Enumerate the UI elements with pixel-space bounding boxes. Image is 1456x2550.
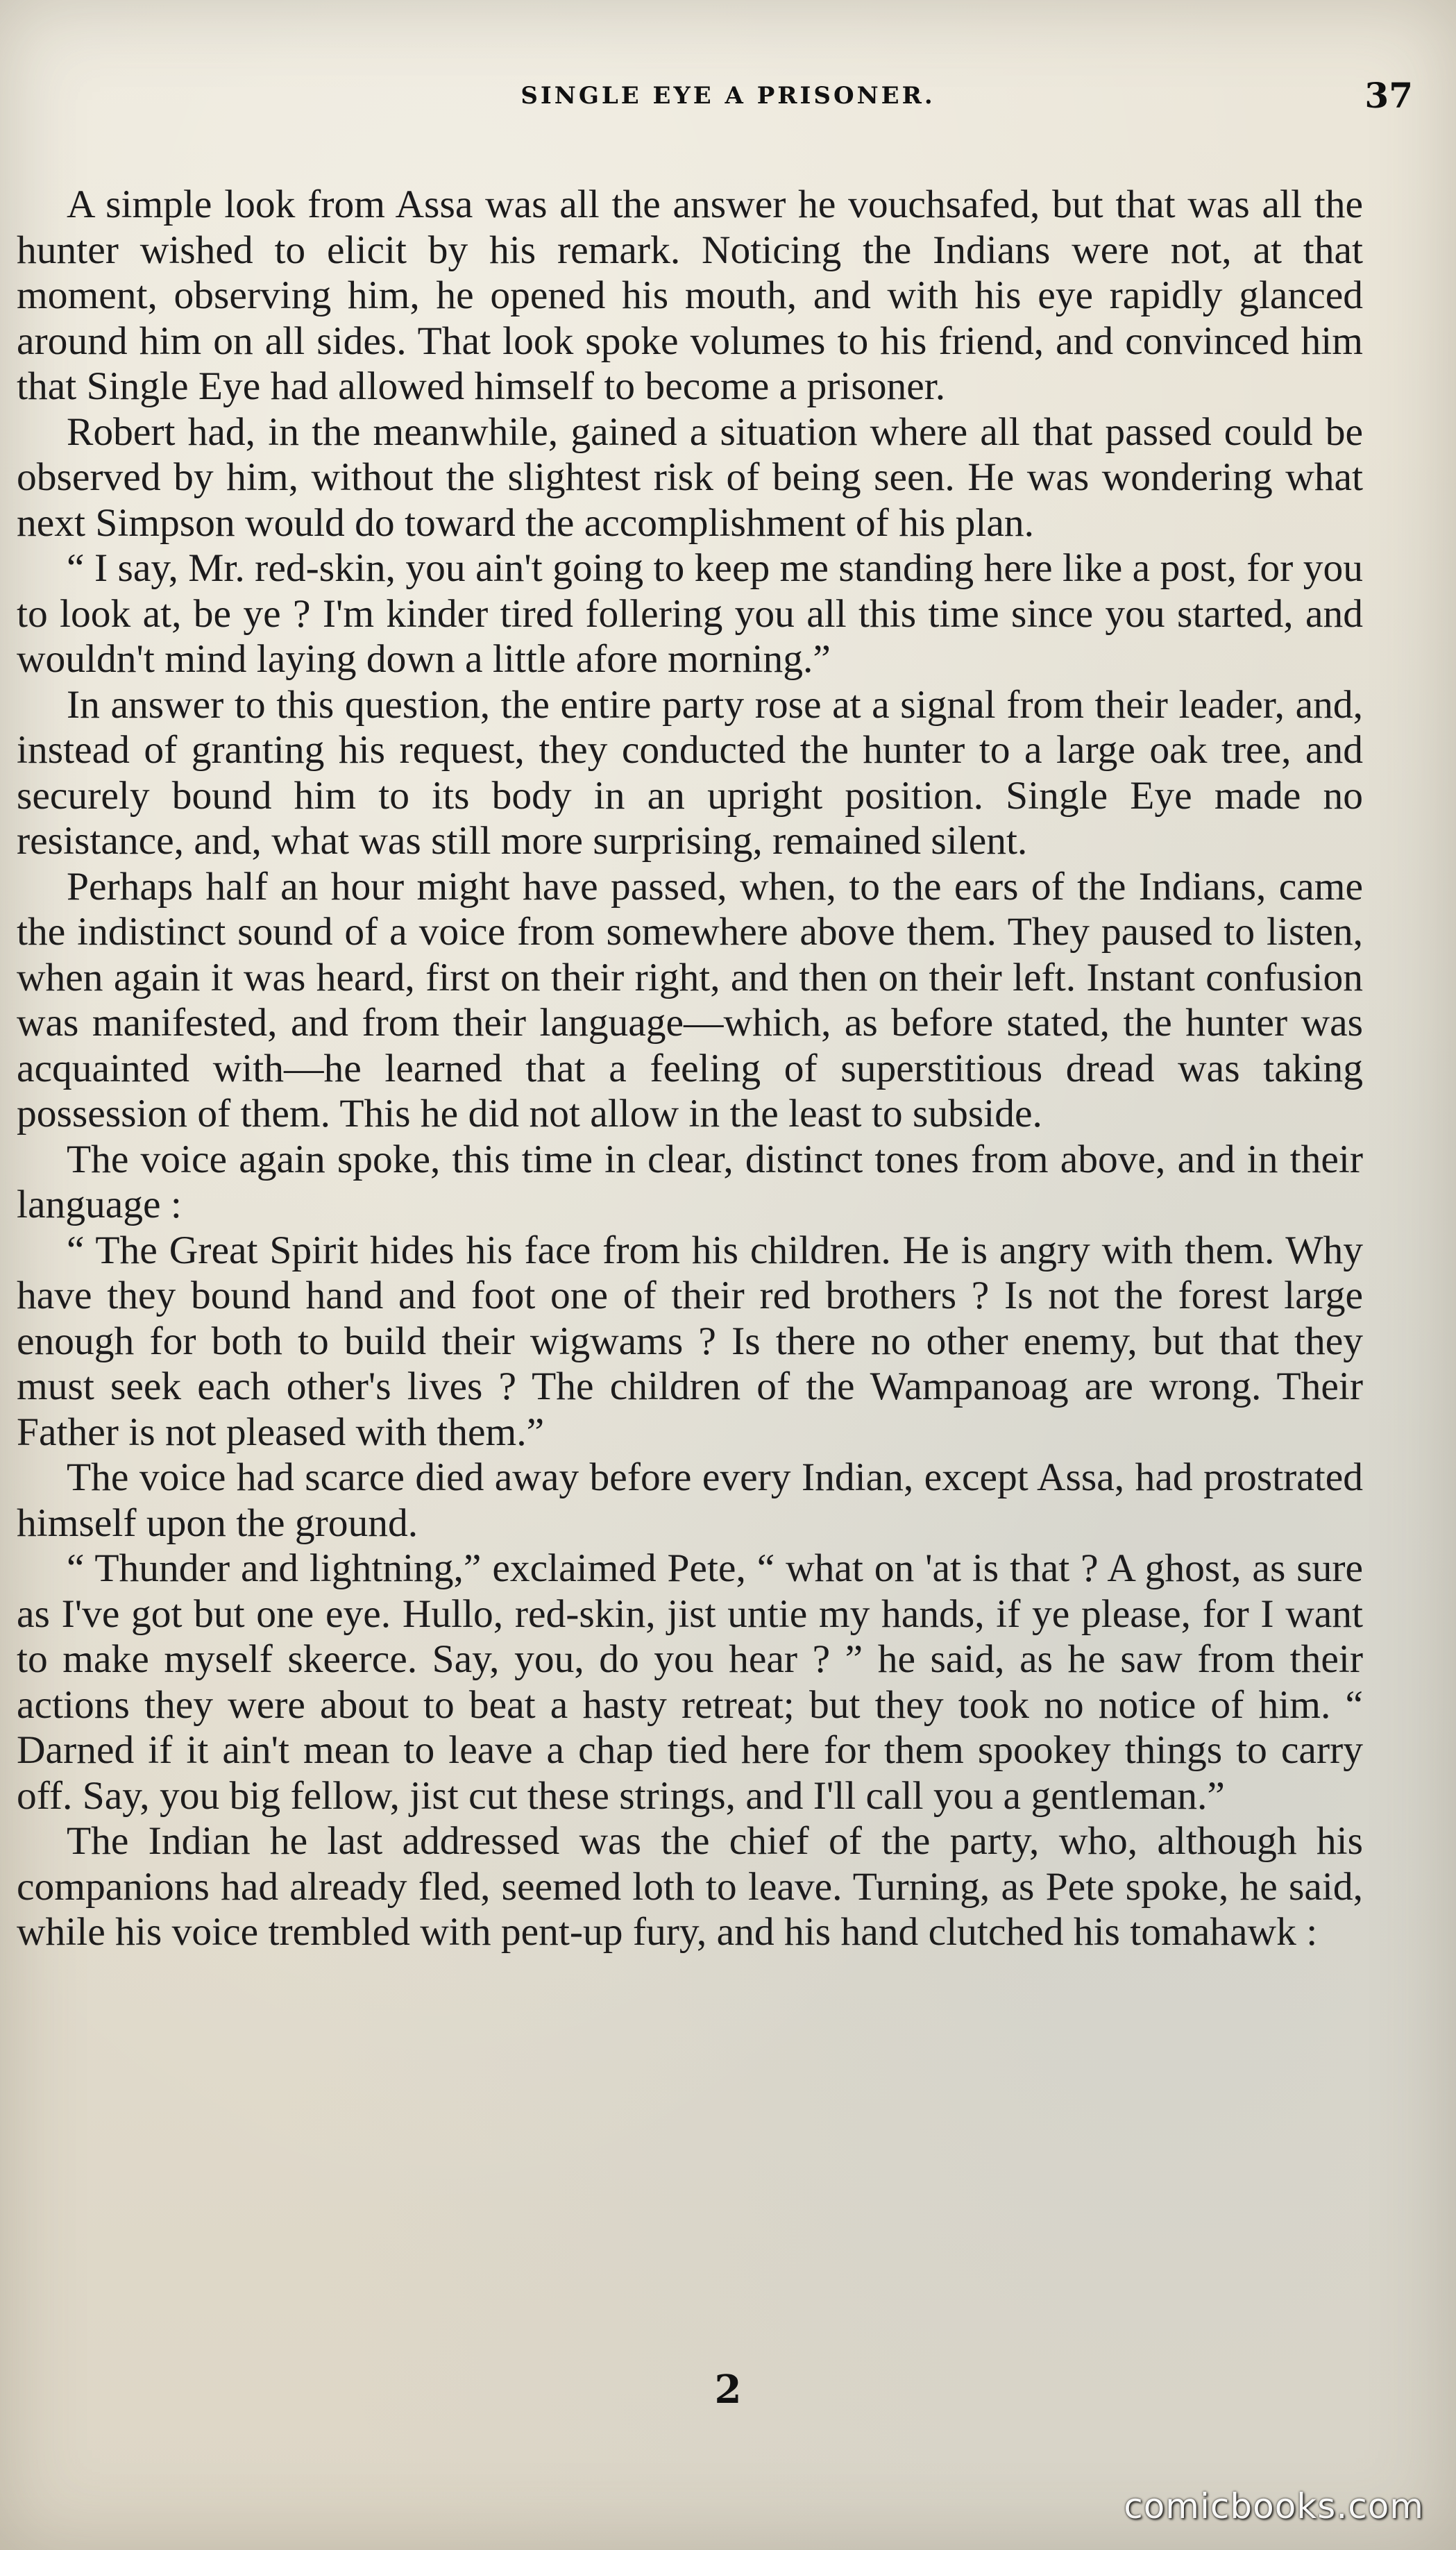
paragraph: A simple look from Assa was all the answer he vouchsafed, but that was all the hunter wished to elicit by his remark. Noticing the Indians were not, at that moment, observing him, he opened his mouth, and with his eye rapidly glanced around him on all sides. That look spoke volumes to his friend, and convinced him that Single Eye had allowed himself to become a prisoner. [17,183,1363,408]
signature-mark: 2 [714,2367,742,2413]
paragraph: In answer to this question, the entire party rose at a signal from their leader, and, instead of granting his request, they conducted the hunter to a large oak tree, and securely bound him to its body in an upright position. Single Eye made no resistance, and, what was still more surprising, remained silent. [17,682,1363,863]
body-text [17,182,1363,1955]
paragraph: “ The Great Spirit hides his face from his children. He is angry with them. Why have they bound hand and foot one of their red brothers ? Is not the forest large enough for both to build their wigwams ? Is there no other enemy, but that they must seek each other's lives ? The children of the Wampanoag are wrong. Their Father is not pleased with them.” [17,1228,1363,1454]
paragraph: “ I say, Mr. red-skin, you ain't going to keep me standing here like a post, for you to look at, be ye ? I'm kinder tired follering you all this time since you started, and wouldn't mind laying down a little afore morning.” [17,546,1363,681]
paragraph: The voice had scarce died away before every Indian, except Assa, had prostrated himself upon the ground. [17,1455,1363,1545]
watermark: comicbooks.com [1124,2486,1424,2526]
paragraph: The Indian he last addressed was the chief of the party, who, although his companions had already fled, seemed loth to leave. Turning, as Pete spoke, he said, while his voice trembled with pent-up fury, and his hand clutched his tomahawk : [17,1819,1363,1954]
running-title: SINGLE EYE A PRISONER. [520,82,936,110]
paragraph: Perhaps half an hour might have passed, when, to the ears of the Indians, came the indistinct sound of a voice from somewhere above them. They paused to listen, when again it was heard, first on their right, and then on their left. Instant confusion was manifested, and from their language—which, as before stated, the hunter was acquainted with—he learned that a feeling of superstitious dread was taking possession of them. This he did not allow in the least to subside. [17,864,1363,1135]
page-number: 37 [1364,75,1413,116]
paragraph: The voice again spoke, this time in clear, distinct tones from above, and in their language : [17,1137,1363,1226]
paragraph: “ Thunder and lightning,” exclaimed Pete, “ what on 'at is that ? A ghost, as sure as I've got but one eye. Hullo, red-skin, jist untie my hands, if ye please, for I want to make myself skeerce. Say, you, do you hear ? ” he said, as he saw from their actions they were about to beat a hasty retreat; but they took no notice of him. “ Darned if it ain't mean to leave a chap tied here for them spookey things to carry off. Say, you big fellow, jist cut these strings, and I'll call you a gentleman.” [17,1546,1363,1818]
paragraph: Robert had, in the meanwhile, gained a situation where all that passed could be observed by him, without the slightest risk of being seen. He was wondering what next Simpson would do toward the accomplishment of his plan. [17,409,1363,545]
